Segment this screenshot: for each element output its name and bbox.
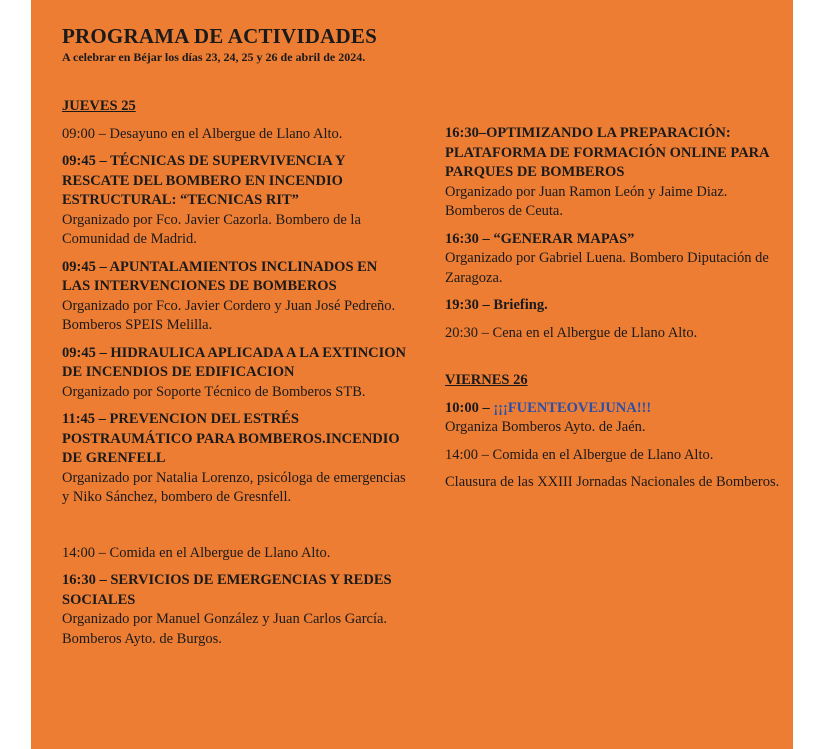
item-line: 20:30 – Cena en el Albergue de Llano Alto. [445,324,698,341]
item-title: 16:30 – SERVICIOS DE EMERGENCIAS Y REDES SOCIALES [62,572,392,608]
item-line: Clausura de las XXIII Jornadas Nacionales de Bomberos. [445,474,780,490]
right-column [445,124,790,501]
schedule-item [445,296,790,316]
page-title: PROGRAMA DE ACTIVIDADES [62,24,377,48]
item-line: 14:00 – Comida en el Albergue de Llano Alto. [62,544,331,561]
schedule-item [62,125,407,145]
item-detail: Organizado por Soporte Técnico de Bomberos STB. [62,383,366,400]
program-sheet [31,0,793,749]
item-title [445,399,790,419]
schedule-item [62,258,407,336]
item-detail: Organizado por Juan Ramon León y Jaime Diaz. Bomberos de Ceuta. [445,183,728,219]
item-detail: Organizado por Fco. Javier Cazorla. Bombero de la Comunidad de Madrid. [62,211,361,247]
item-time: 10:00 – [445,399,494,416]
schedule-item [62,410,407,508]
item-detail: Organiza Bomberos Ayto. de Jaén. [445,419,646,435]
item-title: 09:45 – APUNTALAMIENTOS INCLINADOS EN LAS INTERVENCIONES DE BOMBEROS [62,258,378,294]
schedule-item [445,124,790,222]
item-detail: Organizado por Fco. Javier Cordero y Juan José Pedreño. Bomberos SPEIS Melilla. [62,297,396,333]
item-title: 11:45 – PREVENCION DEL ESTRÉS POSTRAUMÁTICO PARA BOMBEROS.INCENDIO DE GRENFELL [62,411,400,466]
item-line: 14:00 – Comida en el Albergue de Llano Alto. [445,446,714,463]
schedule-item [445,324,790,344]
item-title: 09:45 – TÉCNICAS DE SUPERVIVENCIA Y RESCATE DEL BOMBERO EN INCENDIO ESTRUCTURAL: “TECNICAS RIT” [62,153,345,208]
schedule-item [62,152,407,250]
schedule-item [62,571,407,649]
schedule-item [445,230,790,289]
day-heading-friday: VIERNES 26 [445,372,528,388]
item-title: 16:30–OPTIMIZANDO LA PREPARACIÓN: PLATAFORMA DE FORMACIÓN ONLINE PARA PARQUES DE BOMBEROS [445,125,769,180]
left-column [62,97,407,657]
item-title: 16:30 – “GENERAR MAPAS” [445,230,635,247]
item-title: 09:45 – HIDRAULICA APLICADA A LA EXTINCION DE INCENDIOS DE EDIFICACION [62,344,407,380]
item-detail: Organizado por Gabriel Luena. Bombero Diputación de Zaragoza. [445,250,769,286]
item-line: 09:00 – Desayuno en el Albergue de Llano Alto. [62,125,343,142]
item-title: 19:30 – Briefing. [445,297,548,313]
schedule-item [62,344,407,403]
schedule-item [445,473,790,493]
item-detail: Organizado por Natalia Lorenzo, psicóloga de emergencias y Niko Sánchez, bombero de Gresnfell. [62,469,406,505]
item-detail: Organizado por Manuel González y Juan Carlos García. Bomberos Ayto. de Burgos. [62,611,388,647]
day-heading-thursday: JUEVES 25 [62,98,136,114]
fuenteovejuna-link[interactable]: ¡¡¡FUENTEOVEJUNA!!! [493,399,652,416]
page-subtitle: A celebrar en Béjar los días 23, 24, 25 y 26 de abril de 2024. [62,50,366,64]
schedule-item [445,446,790,466]
schedule-item [445,399,790,438]
schedule-item [62,544,407,564]
